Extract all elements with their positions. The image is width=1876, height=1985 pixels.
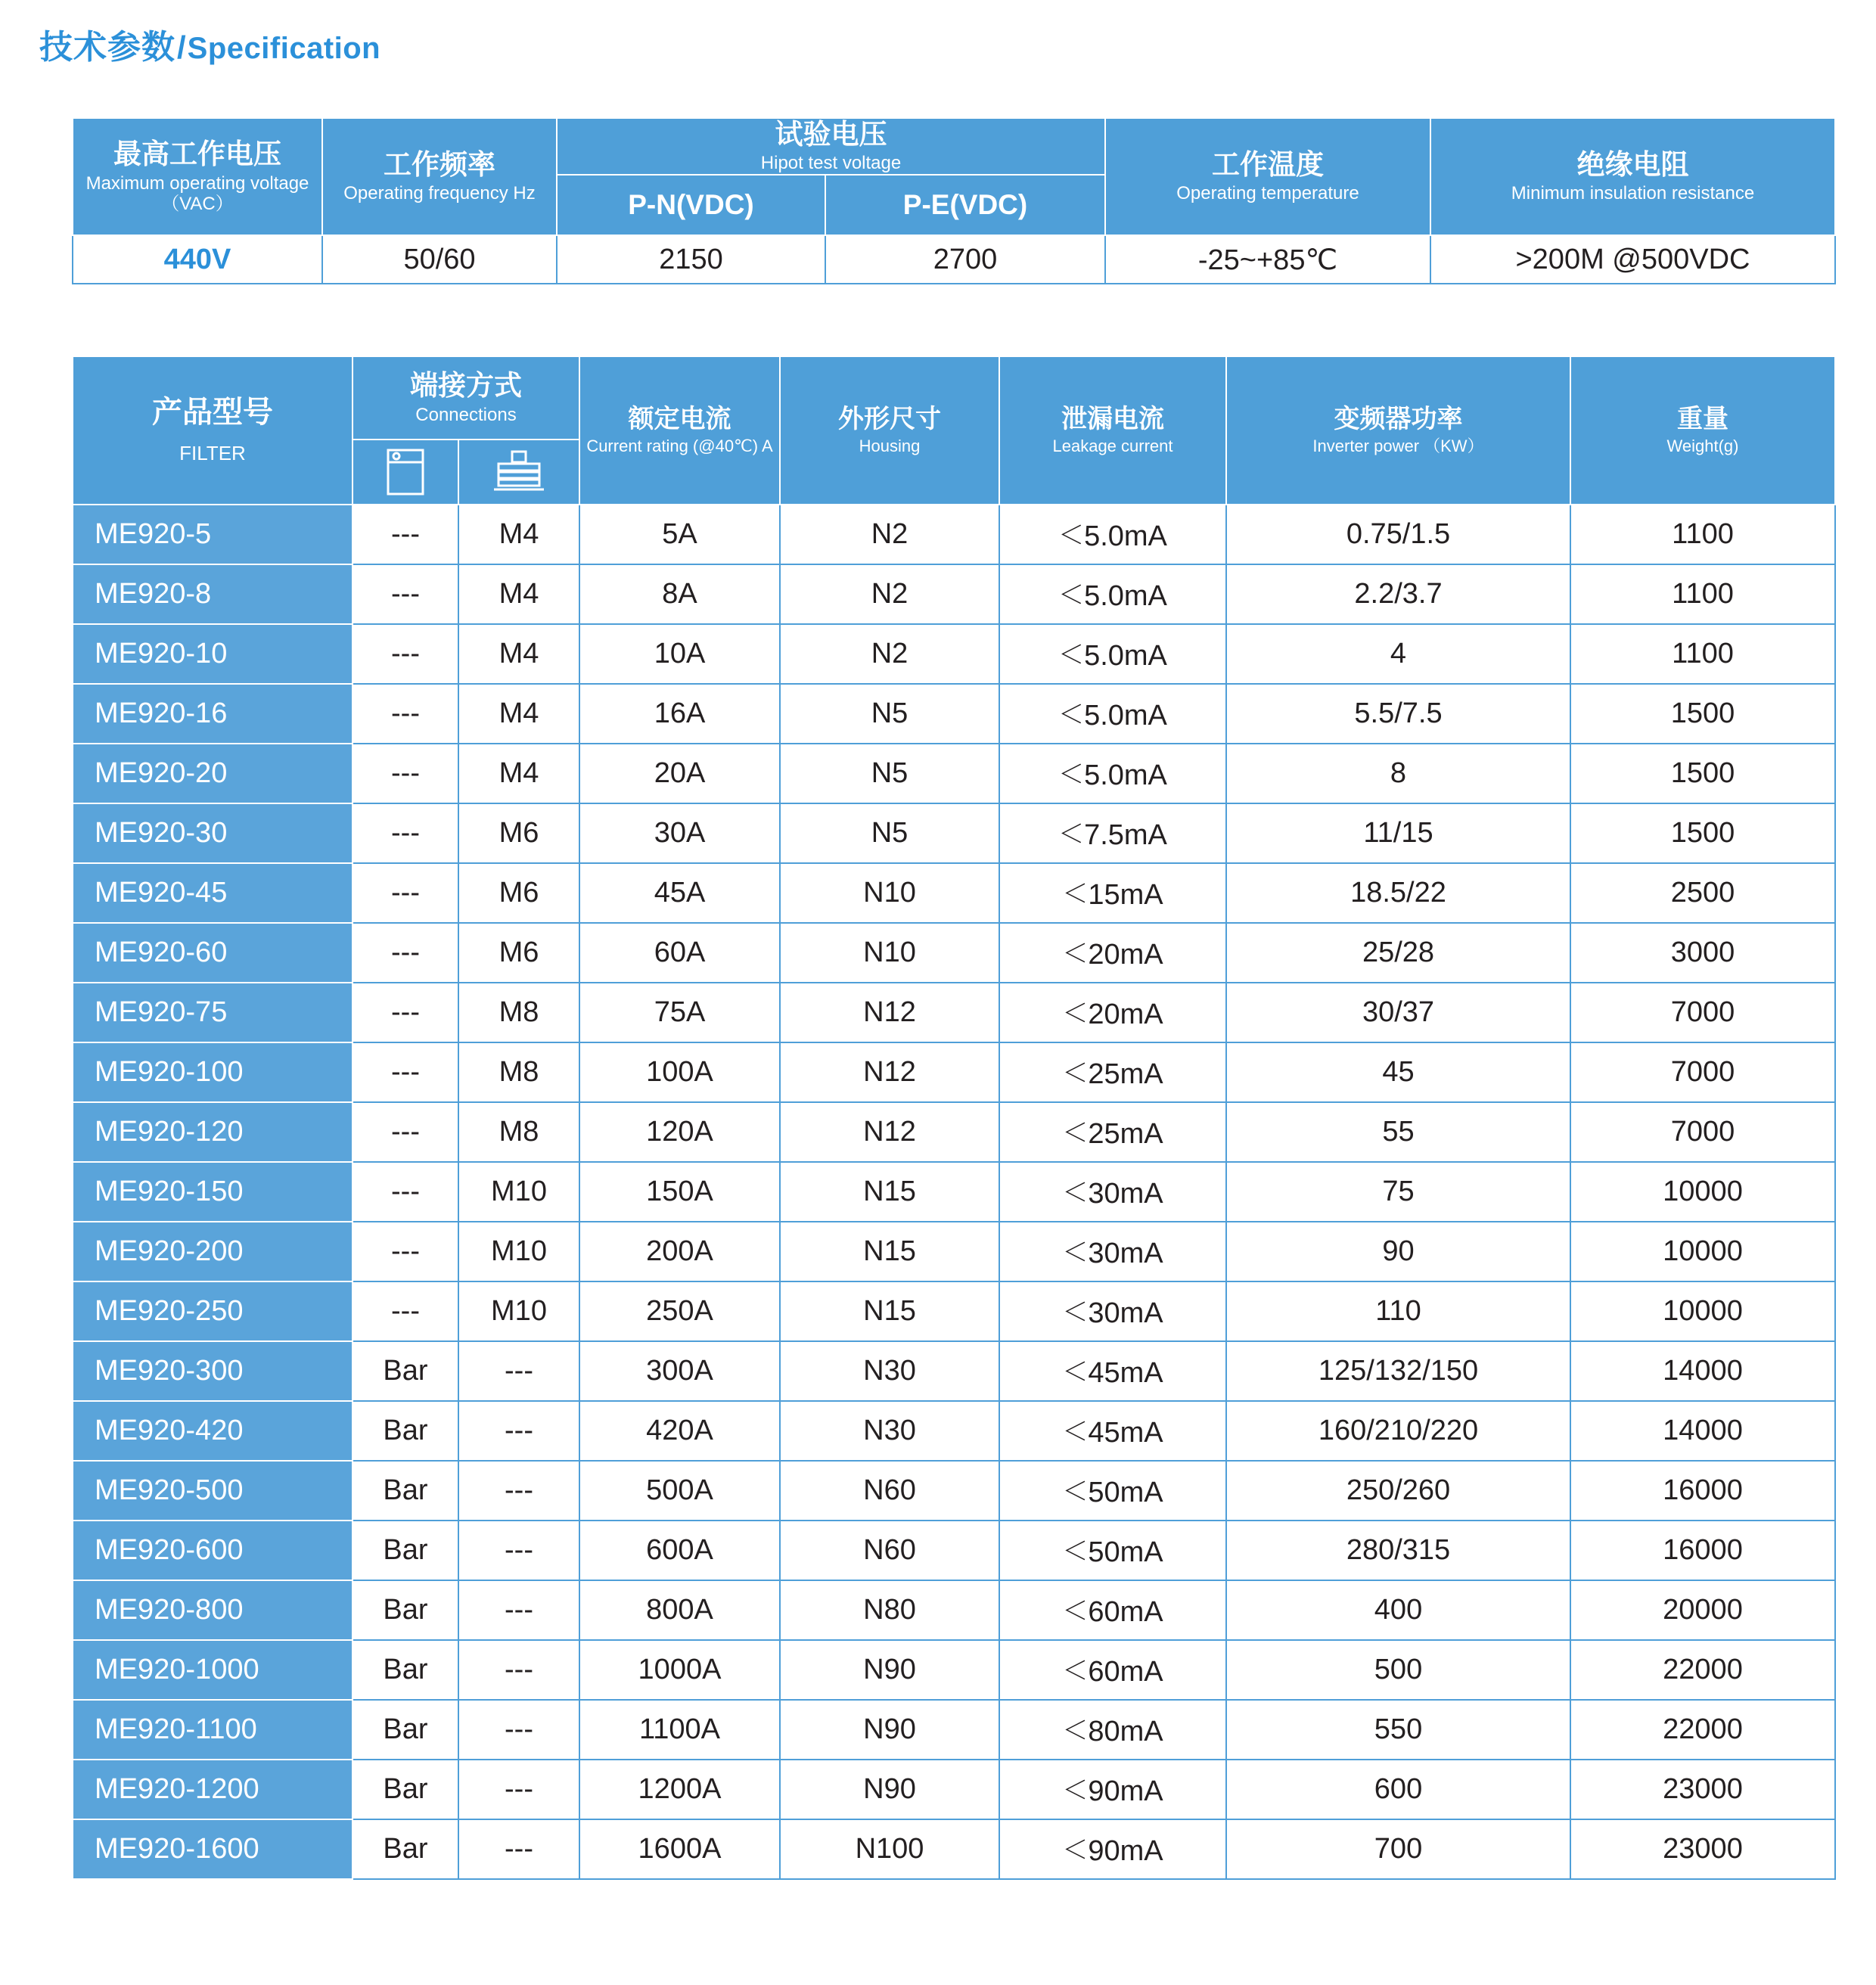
- cell-weight: 14000: [1570, 1341, 1835, 1401]
- cell-housing: N15: [780, 1281, 999, 1341]
- cell-leakage-current: ＜90mA: [999, 1760, 1226, 1819]
- header-filter: 产品型号 FILTER: [73, 356, 353, 505]
- cell-connection-terminal: ---: [353, 803, 458, 863]
- cell-housing: N60: [780, 1521, 999, 1580]
- cell-leakage-current: ＜30mA: [999, 1222, 1226, 1281]
- cell-connection-stud: ---: [458, 1700, 579, 1760]
- cell-weight: 20000: [1570, 1580, 1835, 1640]
- cell-connection-terminal: ---: [353, 863, 458, 923]
- cell-connection-stud: M10: [458, 1222, 579, 1281]
- cell-weight: 23000: [1570, 1760, 1835, 1819]
- cell-inverter-power: 8: [1226, 744, 1570, 803]
- cell-current-rating: 800A: [579, 1580, 780, 1640]
- stud-screw-icon-cell: [458, 440, 579, 505]
- cell-connection-stud: M4: [458, 684, 579, 744]
- header-current-rating: 额定电流 Current rating (@40℃) A: [579, 356, 780, 505]
- cell-leakage-current: ＜45mA: [999, 1401, 1226, 1461]
- cell-weight: 1100: [1570, 564, 1835, 624]
- cell-housing: N30: [780, 1401, 999, 1461]
- cell-connection-terminal: ---: [353, 1102, 458, 1162]
- cell-inverter-power: 2.2/3.7: [1226, 564, 1570, 624]
- value-hipot-pe: 2700: [825, 235, 1105, 284]
- cell-leakage-current: ＜5.0mA: [999, 684, 1226, 744]
- cell-current-rating: 600A: [579, 1521, 780, 1580]
- cell-inverter-power: 5.5/7.5: [1226, 684, 1570, 744]
- cell-leakage-current: ＜15mA: [999, 863, 1226, 923]
- cell-model: ME920-45: [73, 863, 353, 923]
- cell-weight: 22000: [1570, 1640, 1835, 1700]
- cell-current-rating: 1600A: [579, 1819, 780, 1879]
- cell-weight: 1500: [1570, 744, 1835, 803]
- cell-connection-terminal: ---: [353, 624, 458, 684]
- cell-current-rating: 1100A: [579, 1700, 780, 1760]
- cell-housing: N15: [780, 1162, 999, 1222]
- header-max-voltage: 最高工作电压 Maximum operating voltage （VAC）: [73, 118, 322, 235]
- cell-weight: 14000: [1570, 1401, 1835, 1461]
- cell-current-rating: 1200A: [579, 1760, 780, 1819]
- cell-leakage-current: ＜30mA: [999, 1162, 1226, 1222]
- cell-current-rating: 300A: [579, 1341, 780, 1401]
- cell-housing: N2: [780, 624, 999, 684]
- cell-inverter-power: 280/315: [1226, 1521, 1570, 1580]
- cell-connection-terminal: ---: [353, 684, 458, 744]
- cell-connection-terminal: ---: [353, 1042, 458, 1102]
- cell-connection-terminal: Bar: [353, 1640, 458, 1700]
- cell-model: ME920-250: [73, 1281, 353, 1341]
- cell-housing: N5: [780, 744, 999, 803]
- value-temperature: -25~+85℃: [1105, 235, 1430, 284]
- cell-model: ME920-500: [73, 1461, 353, 1521]
- cell-housing: N2: [780, 505, 999, 564]
- cell-connection-stud: M6: [458, 803, 579, 863]
- table-row: [73, 1401, 1835, 1461]
- cell-leakage-current: ＜20mA: [999, 983, 1226, 1042]
- table-row: [73, 505, 1835, 564]
- cell-current-rating: 200A: [579, 1222, 780, 1281]
- cell-connection-terminal: ---: [353, 505, 458, 564]
- cell-inverter-power: 55: [1226, 1102, 1570, 1162]
- cell-current-rating: 45A: [579, 863, 780, 923]
- cell-connection-stud: M10: [458, 1281, 579, 1341]
- table-row: [73, 1281, 1835, 1341]
- cell-weight: 1100: [1570, 624, 1835, 684]
- cell-current-rating: 120A: [579, 1102, 780, 1162]
- cell-leakage-current: ＜5.0mA: [999, 505, 1226, 564]
- cell-housing: N90: [780, 1640, 999, 1700]
- cell-connection-terminal: Bar: [353, 1461, 458, 1521]
- header-temperature: 工作温度 Operating temperature: [1105, 118, 1430, 235]
- cell-connection-terminal: ---: [353, 1222, 458, 1281]
- cell-housing: N12: [780, 983, 999, 1042]
- cell-housing: N90: [780, 1760, 999, 1819]
- table-row: [73, 1461, 1835, 1521]
- table-row: [73, 983, 1835, 1042]
- cell-model: ME920-60: [73, 923, 353, 983]
- cell-connection-stud: ---: [458, 1640, 579, 1700]
- cell-inverter-power: 90: [1226, 1222, 1570, 1281]
- cell-housing: N60: [780, 1461, 999, 1521]
- cell-current-rating: 75A: [579, 983, 780, 1042]
- cell-weight: 10000: [1570, 1281, 1835, 1341]
- cell-connection-terminal: ---: [353, 564, 458, 624]
- cell-inverter-power: 160/210/220: [1226, 1401, 1570, 1461]
- cell-connection-stud: M8: [458, 983, 579, 1042]
- cell-connection-terminal: ---: [353, 744, 458, 803]
- cell-weight: 7000: [1570, 983, 1835, 1042]
- cell-weight: 2500: [1570, 863, 1835, 923]
- cell-connection-terminal: Bar: [353, 1760, 458, 1819]
- cell-leakage-current: ＜20mA: [999, 923, 1226, 983]
- cell-inverter-power: 400: [1226, 1580, 1570, 1640]
- cell-inverter-power: 550: [1226, 1700, 1570, 1760]
- header-connections: 端接方式 Connections: [353, 356, 579, 440]
- table-row: [73, 1222, 1835, 1281]
- cell-connection-terminal: Bar: [353, 1580, 458, 1640]
- cell-inverter-power: 0.75/1.5: [1226, 505, 1570, 564]
- cell-model: ME920-200: [73, 1222, 353, 1281]
- cell-leakage-current: ＜25mA: [999, 1102, 1226, 1162]
- cell-leakage-current: ＜50mA: [999, 1461, 1226, 1521]
- cell-connection-stud: ---: [458, 1401, 579, 1461]
- header-housing: 外形尺寸 Housing: [780, 356, 999, 505]
- cell-housing: N80: [780, 1580, 999, 1640]
- cell-current-rating: 20A: [579, 744, 780, 803]
- cell-model: ME920-120: [73, 1102, 353, 1162]
- cell-leakage-current: ＜50mA: [999, 1521, 1226, 1580]
- cell-model: ME920-75: [73, 983, 353, 1042]
- cell-connection-terminal: ---: [353, 923, 458, 983]
- spec-value-row: [73, 235, 1835, 284]
- cell-model: ME920-16: [73, 684, 353, 744]
- table-row: [73, 1700, 1835, 1760]
- cell-current-rating: 250A: [579, 1281, 780, 1341]
- value-max-voltage: 440V: [73, 235, 322, 284]
- cell-current-rating: 10A: [579, 624, 780, 684]
- cell-leakage-current: ＜45mA: [999, 1341, 1226, 1401]
- cell-connection-stud: ---: [458, 1341, 579, 1401]
- page-title-cn: 技术参数: [39, 29, 175, 66]
- cell-model: ME920-1200: [73, 1760, 353, 1819]
- cell-weight: 16000: [1570, 1521, 1835, 1580]
- cell-current-rating: 30A: [579, 803, 780, 863]
- cell-inverter-power: 250/260: [1226, 1461, 1570, 1521]
- table-row: [73, 1162, 1835, 1222]
- cell-inverter-power: 75: [1226, 1162, 1570, 1222]
- cell-leakage-current: ＜5.0mA: [999, 624, 1226, 684]
- cell-leakage-current: ＜25mA: [999, 1042, 1226, 1102]
- cell-housing: N12: [780, 1042, 999, 1102]
- cell-model: ME920-100: [73, 1042, 353, 1102]
- table-row: [73, 624, 1835, 684]
- cell-connection-terminal: Bar: [353, 1700, 458, 1760]
- header-weight: 重量 Weight(g): [1570, 356, 1835, 505]
- cell-weight: 3000: [1570, 923, 1835, 983]
- table-row: [73, 564, 1835, 624]
- page-title-en: Specification: [187, 32, 381, 65]
- cell-model: ME920-800: [73, 1580, 353, 1640]
- cell-leakage-current: ＜60mA: [999, 1640, 1226, 1700]
- cell-inverter-power: 11/15: [1226, 803, 1570, 863]
- model-header-row-1: [73, 356, 1835, 440]
- cell-housing: N15: [780, 1222, 999, 1281]
- cell-inverter-power: 125/132/150: [1226, 1341, 1570, 1401]
- cell-model: ME920-5: [73, 505, 353, 564]
- cell-weight: 10000: [1570, 1222, 1835, 1281]
- cell-inverter-power: 4: [1226, 624, 1570, 684]
- table-row: [73, 1042, 1835, 1102]
- cell-connection-stud: M6: [458, 923, 579, 983]
- cell-model: ME920-8: [73, 564, 353, 624]
- cell-connection-terminal: ---: [353, 983, 458, 1042]
- cell-housing: N12: [780, 1102, 999, 1162]
- cell-model: ME920-420: [73, 1401, 353, 1461]
- cell-housing: N10: [780, 863, 999, 923]
- cell-weight: 7000: [1570, 1102, 1835, 1162]
- header-hipot-pn: P-N(VDC): [557, 175, 825, 235]
- cell-connection-terminal: Bar: [353, 1401, 458, 1461]
- table-row: [73, 684, 1835, 744]
- header-leakage-current: 泄漏电流 Leakage current: [999, 356, 1226, 505]
- cell-connection-stud: M10: [458, 1162, 579, 1222]
- header-hipot-pe: P-E(VDC): [825, 175, 1105, 235]
- table-row: [73, 863, 1835, 923]
- header-hipot: 试验电压 Hipot test voltage: [557, 118, 1105, 175]
- table-row: [73, 1760, 1835, 1819]
- cell-model: ME920-1100: [73, 1700, 353, 1760]
- table-row: [73, 744, 1835, 803]
- table-row: [73, 1819, 1835, 1879]
- cell-weight: 10000: [1570, 1162, 1835, 1222]
- model-table: [72, 356, 1836, 1880]
- model-table-body: [73, 505, 1835, 1879]
- table-row: [73, 1521, 1835, 1580]
- cell-model: ME920-300: [73, 1341, 353, 1401]
- cell-current-rating: 100A: [579, 1042, 780, 1102]
- cell-connection-terminal: ---: [353, 1281, 458, 1341]
- cell-connection-terminal: Bar: [353, 1521, 458, 1580]
- cell-connection-terminal: Bar: [353, 1341, 458, 1401]
- page-title-separator: /: [177, 30, 186, 65]
- cell-housing: N90: [780, 1700, 999, 1760]
- page-title: [39, 20, 380, 68]
- cell-leakage-current: ＜60mA: [999, 1580, 1226, 1640]
- cell-connection-stud: M8: [458, 1102, 579, 1162]
- spec-header-row-1: [73, 118, 1835, 175]
- header-frequency: 工作频率 Operating frequency Hz: [322, 118, 557, 235]
- stud-screw-icon: [459, 445, 579, 499]
- cell-connection-stud: ---: [458, 1760, 579, 1819]
- cell-model: ME920-30: [73, 803, 353, 863]
- cell-model: ME920-1000: [73, 1640, 353, 1700]
- cell-weight: 1100: [1570, 505, 1835, 564]
- cell-current-rating: 1000A: [579, 1640, 780, 1700]
- cell-current-rating: 420A: [579, 1401, 780, 1461]
- table-row: [73, 1341, 1835, 1401]
- cell-leakage-current: ＜5.0mA: [999, 564, 1226, 624]
- cell-housing: N5: [780, 803, 999, 863]
- cell-housing: N30: [780, 1341, 999, 1401]
- value-insulation: >200M @500VDC: [1430, 235, 1835, 284]
- cell-current-rating: 16A: [579, 684, 780, 744]
- terminal-block-icon: [353, 445, 458, 499]
- cell-current-rating: 150A: [579, 1162, 780, 1222]
- cell-current-rating: 500A: [579, 1461, 780, 1521]
- cell-connection-stud: ---: [458, 1521, 579, 1580]
- table-row: [73, 1102, 1835, 1162]
- cell-connection-stud: M8: [458, 1042, 579, 1102]
- cell-inverter-power: 500: [1226, 1640, 1570, 1700]
- cell-housing: N5: [780, 684, 999, 744]
- cell-current-rating: 60A: [579, 923, 780, 983]
- cell-housing: N10: [780, 923, 999, 983]
- header-inverter-power: 变频器功率 Inverter power （KW）: [1226, 356, 1570, 505]
- cell-connection-stud: M6: [458, 863, 579, 923]
- terminal-block-icon-cell: [353, 440, 458, 505]
- cell-inverter-power: 30/37: [1226, 983, 1570, 1042]
- cell-model: ME920-20: [73, 744, 353, 803]
- cell-model: ME920-1600: [73, 1819, 353, 1879]
- cell-leakage-current: ＜80mA: [999, 1700, 1226, 1760]
- cell-weight: 1500: [1570, 803, 1835, 863]
- cell-weight: 1500: [1570, 684, 1835, 744]
- cell-weight: 7000: [1570, 1042, 1835, 1102]
- cell-weight: 23000: [1570, 1819, 1835, 1879]
- cell-model: ME920-600: [73, 1521, 353, 1580]
- cell-connection-stud: M4: [458, 744, 579, 803]
- cell-inverter-power: 110: [1226, 1281, 1570, 1341]
- cell-current-rating: 5A: [579, 505, 780, 564]
- cell-model: ME920-10: [73, 624, 353, 684]
- cell-housing: N2: [780, 564, 999, 624]
- table-row: [73, 923, 1835, 983]
- cell-connection-stud: ---: [458, 1819, 579, 1879]
- cell-connection-stud: ---: [458, 1461, 579, 1521]
- cell-weight: 22000: [1570, 1700, 1835, 1760]
- table-row: [73, 1580, 1835, 1640]
- cell-inverter-power: 25/28: [1226, 923, 1570, 983]
- cell-leakage-current: ＜90mA: [999, 1819, 1226, 1879]
- cell-weight: 16000: [1570, 1461, 1835, 1521]
- header-insulation: 绝缘电阻 Minimum insulation resistance: [1430, 118, 1835, 235]
- cell-leakage-current: ＜7.5mA: [999, 803, 1226, 863]
- value-hipot-pn: 2150: [557, 235, 825, 284]
- table-row: [73, 803, 1835, 863]
- cell-inverter-power: 18.5/22: [1226, 863, 1570, 923]
- cell-inverter-power: 700: [1226, 1819, 1570, 1879]
- table-row: [73, 1640, 1835, 1700]
- value-frequency: 50/60: [322, 235, 557, 284]
- cell-connection-stud: M4: [458, 505, 579, 564]
- general-specification-table: [72, 117, 1836, 284]
- cell-connection-stud: ---: [458, 1580, 579, 1640]
- cell-inverter-power: 45: [1226, 1042, 1570, 1102]
- cell-leakage-current: ＜5.0mA: [999, 744, 1226, 803]
- cell-leakage-current: ＜30mA: [999, 1281, 1226, 1341]
- cell-model: ME920-150: [73, 1162, 353, 1222]
- cell-current-rating: 8A: [579, 564, 780, 624]
- cell-connection-stud: M4: [458, 624, 579, 684]
- cell-inverter-power: 600: [1226, 1760, 1570, 1819]
- cell-connection-terminal: ---: [353, 1162, 458, 1222]
- cell-housing: N100: [780, 1819, 999, 1879]
- cell-connection-terminal: Bar: [353, 1819, 458, 1879]
- cell-connection-stud: M4: [458, 564, 579, 624]
